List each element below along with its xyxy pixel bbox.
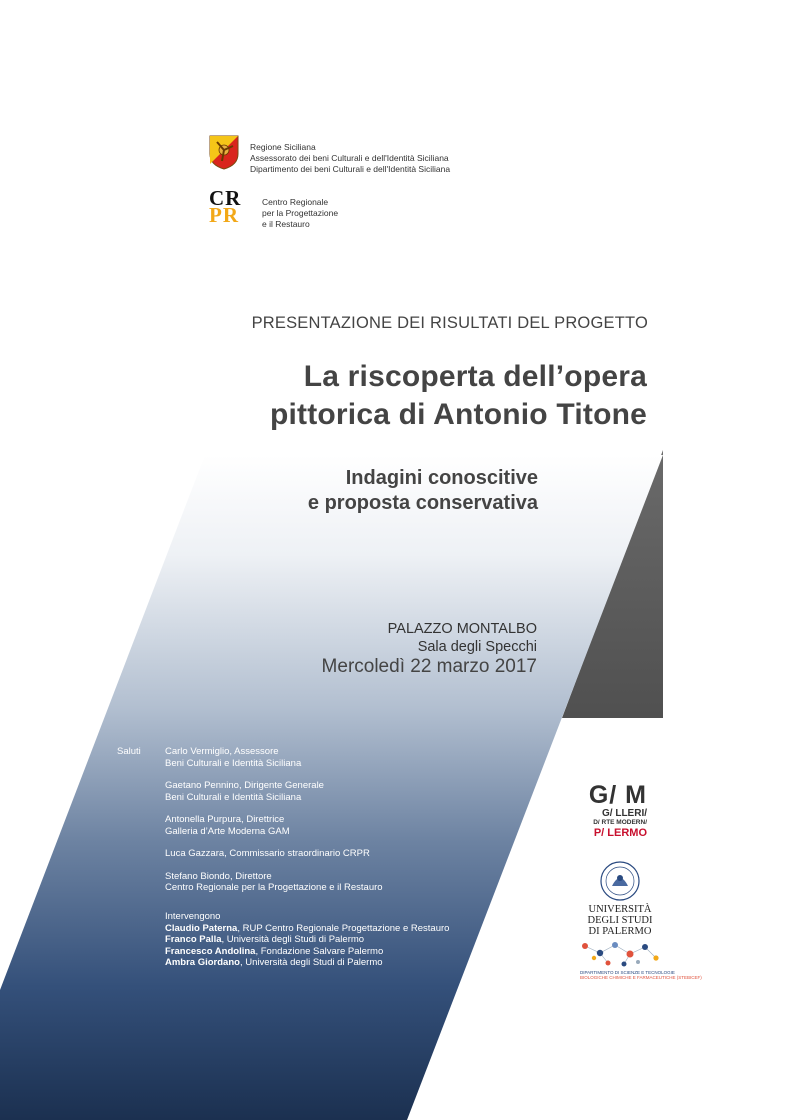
saluti-item	[165, 871, 383, 894]
gam-logo	[589, 782, 647, 839]
gam-logo-line-4: P/ LERMO	[593, 827, 647, 839]
title-line-1: La riscoperta dell’opera	[303, 360, 647, 393]
speaker-affiliation: , Fondazione Salvare Palermo	[255, 945, 384, 957]
subtitle-line-1: Indagini conoscitive	[345, 467, 538, 489]
gam-logo-line-2: G/ LLERI/	[602, 808, 647, 819]
speaker-item	[165, 957, 449, 969]
crpr-logo-bottom: PR	[209, 203, 239, 227]
crpr-logo-top: CR	[209, 186, 242, 210]
unipa-line-1: UNIVERSITÀ	[588, 904, 652, 915]
speakers-list	[165, 911, 449, 969]
speaker-item	[165, 934, 449, 946]
venue-name: PALAZZO MONTALBO	[387, 621, 537, 637]
crpr-line-1: Centro Regionale	[262, 197, 329, 207]
venue-room: Sala degli Specchi	[417, 639, 537, 655]
presentation-heading: PRESENTAZIONE DEI RISULTATI DEL PROGETTO	[251, 314, 648, 332]
saluti-item	[165, 746, 383, 769]
speaker-affiliation: , Università degli Studi di Palermo	[221, 934, 365, 945]
speaker-name: Claudio Paterna	[165, 922, 238, 934]
speaker-item	[165, 946, 449, 958]
unipa-seal-icon	[599, 860, 641, 902]
event-title	[270, 358, 647, 434]
intervengono-label: Intervengono	[165, 911, 221, 922]
regione-siciliana-text	[250, 142, 450, 175]
unipa-line-3: DI PALERMO	[588, 926, 652, 937]
saluti-name: Gaetano Pennino, Dirigente Generale	[165, 780, 324, 791]
saluti-name: Antonella Purpura, Direttrice	[165, 814, 285, 825]
saluti-list	[165, 746, 383, 894]
stebicef-line-1: DIPARTIMENTO DI SCIENZE E TECNOLOGIE	[580, 970, 675, 975]
venue-block	[322, 620, 537, 678]
saluti-name: Luca Gazzara, Commissario straordinario CRPR	[165, 848, 370, 859]
crpr-line-2: per la Progettazione	[262, 208, 339, 218]
gam-logo-mark: G/ M	[588, 781, 647, 809]
saluti-name: Carlo Vermiglio, Assessore	[165, 746, 279, 757]
speaker-name: Ambra Giordano	[165, 957, 240, 968]
speaker-item	[165, 923, 449, 935]
subtitle-line-2: e proposta conservativa	[307, 492, 538, 514]
speaker-name: Francesco Andolina	[165, 945, 256, 957]
saluti-item	[165, 814, 383, 837]
speaker-name: Franco Palla	[165, 934, 222, 945]
regione-line-3: Dipartimento dei beni Culturali e dell'Identità Siciliana	[250, 164, 451, 174]
saluti-role: Beni Culturali e Identità Siciliana	[165, 757, 302, 769]
unipa-line-2: DEGLI STUDI	[587, 915, 653, 926]
stebicef-line-2: BIOLOGICHE CHIMICHE E FARMACEUTICHE (STEBICEF)	[580, 975, 702, 980]
saluti-item	[165, 780, 383, 803]
event-subtitle	[308, 466, 538, 516]
stebicef-text	[580, 970, 702, 980]
regione-siciliana-crest-icon	[208, 134, 240, 170]
saluti-role: Beni Culturali e Identità Siciliana	[165, 791, 302, 803]
title-line-2: pittorica di Antonio Titone	[269, 398, 647, 431]
event-date: Mercoledì 22 marzo 2017	[321, 656, 537, 677]
regione-line-2: Assessorato dei beni Culturali e dell'Identità Siciliana	[250, 153, 449, 163]
speaker-affiliation: , RUP Centro Regionale Progettazione e Restauro	[237, 922, 450, 934]
saluti-name: Stefano Biondo, Direttore	[165, 870, 272, 882]
unipa-logo-text	[582, 904, 658, 937]
crpr-line-3: e il Restauro	[262, 219, 310, 229]
gam-logo-line-3: D/ RTE MODERN/	[593, 819, 647, 826]
crpr-logo	[209, 186, 242, 227]
stebicef-molecule-icon	[580, 938, 662, 968]
regione-line-1: Regione Siciliana	[250, 142, 316, 152]
saluti-item	[165, 848, 383, 860]
saluti-role: Centro Regionale per la Progettazione e il Restauro	[165, 882, 383, 893]
saluti-label: Saluti	[117, 746, 141, 757]
crpr-text	[262, 197, 338, 230]
saluti-role: Galleria d’Arte Moderna GAM	[165, 825, 290, 837]
speaker-affiliation: , Università degli Studi di Palermo	[239, 957, 383, 968]
